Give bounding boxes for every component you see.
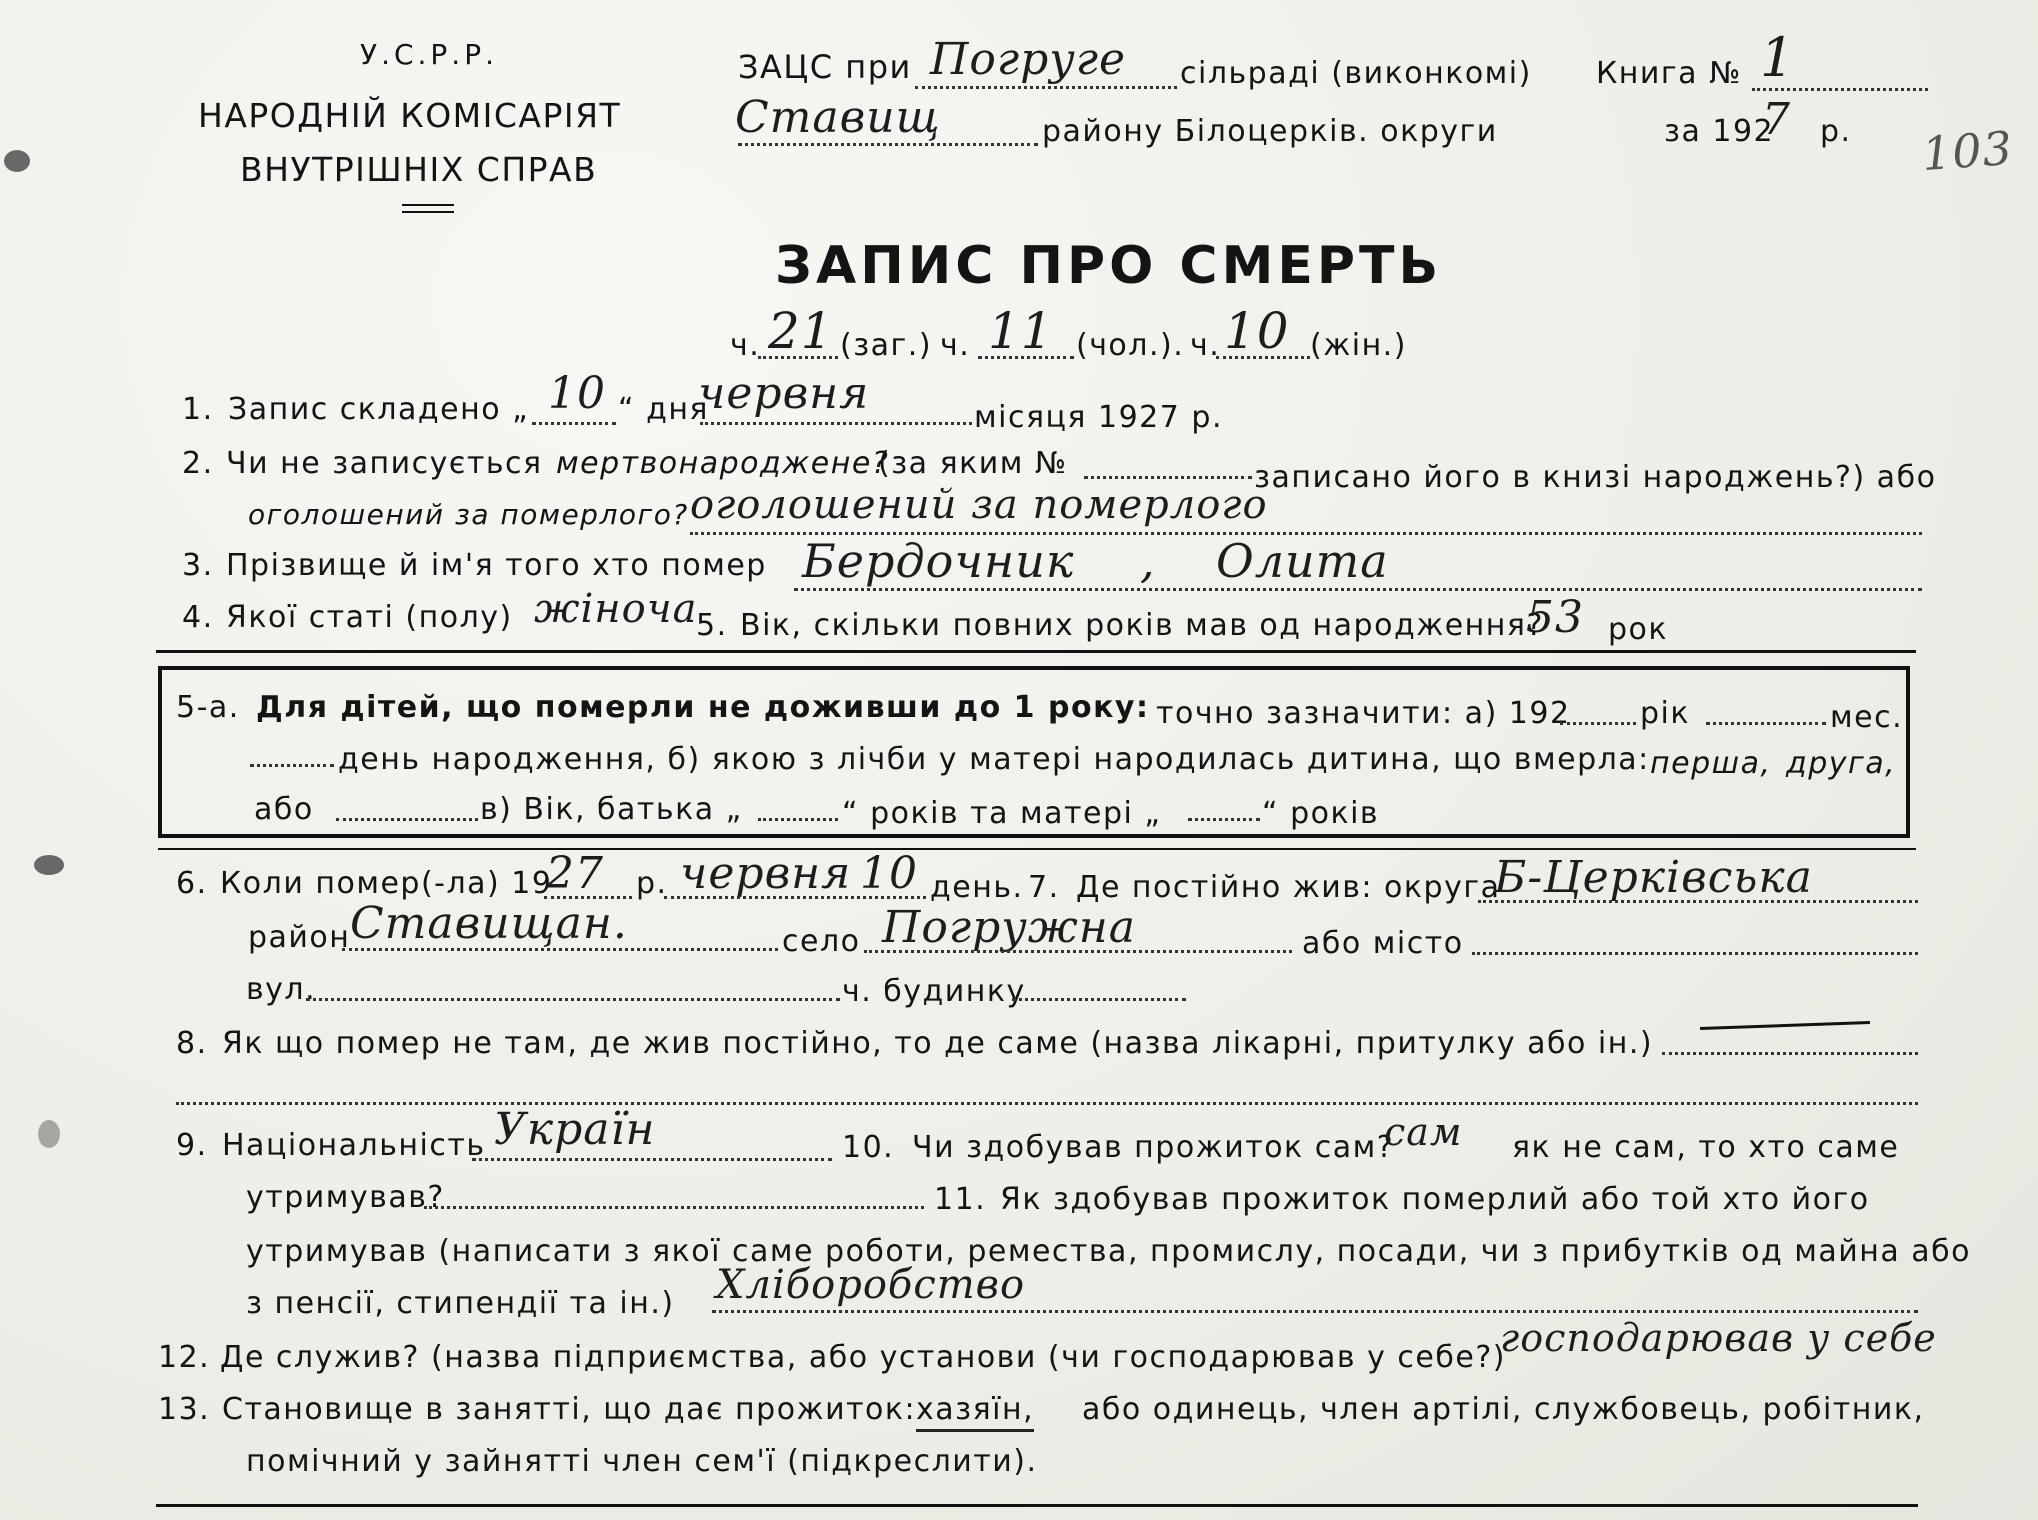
field-5a-num: 5-а. xyxy=(176,690,240,725)
field-5a-rik: рік xyxy=(1640,696,1690,731)
field-2-answer: оголошений за померлого xyxy=(690,482,1268,528)
district-suffix: району Білоцерків. округи xyxy=(1042,114,1498,149)
field-9-answer: Україн xyxy=(494,1104,656,1155)
field-6-year: 27 xyxy=(546,848,604,899)
rule xyxy=(156,650,1916,653)
punch-hole xyxy=(38,1120,60,1148)
field-13-text-b: або одинець, член артілі, службовець, робітник, xyxy=(1082,1392,1925,1427)
field-4-num: 4. xyxy=(182,600,214,635)
dotted-line xyxy=(700,422,972,425)
count-prefix: ч. xyxy=(1190,328,1221,363)
count-prefix: ч. xyxy=(940,328,971,363)
field-7-house-label: ч. будинку xyxy=(842,974,1026,1009)
dotted-line xyxy=(738,143,1038,146)
dotted-line xyxy=(712,1310,1918,1313)
field-7-raion-label: район xyxy=(248,920,351,955)
field-3-name: Олита xyxy=(1216,534,1389,588)
field-7-selo-label: село xyxy=(782,924,861,959)
field-2-text-b: (за яким № xyxy=(878,446,1068,481)
field-3-surname: Бердочник xyxy=(802,534,1075,588)
field-8-num: 8. xyxy=(176,1026,208,1061)
dotted-line xyxy=(424,1206,924,1209)
field-10-num: 10. xyxy=(842,1130,895,1165)
dotted-line xyxy=(1752,88,1928,91)
dotted-line xyxy=(915,86,1177,89)
book-handwritten: 1 xyxy=(1760,26,1796,89)
dotted-line xyxy=(1662,1052,1918,1055)
field-5a-bold: Для дітей, що померли не доживши до 1 року: xyxy=(256,690,1150,725)
field-7-text: Де постійно жив: округа xyxy=(1076,870,1501,905)
republic-label: У.С.Р.Р. xyxy=(360,38,498,71)
punch-hole xyxy=(34,855,64,875)
field-5a-line3c: “ років xyxy=(1262,796,1380,831)
year-label: за 192 xyxy=(1664,114,1775,149)
field-13-owner-underlined: хазяїн, xyxy=(916,1392,1034,1432)
field-1-text-b: “ дня xyxy=(618,392,709,427)
field-10-line2: утримував? xyxy=(246,1180,445,1215)
field-5-answer: 53 xyxy=(1526,592,1584,643)
field-11-line3: з пенсії, стипендії та ін.) xyxy=(246,1286,675,1321)
field-12-answer: господарював у себе xyxy=(1500,1316,1937,1360)
field-4-answer: жіноча xyxy=(534,586,698,632)
page-title: ЗАПИС ПРО СМЕРТЬ xyxy=(775,236,1443,296)
field-7-num: 7. xyxy=(1028,870,1060,905)
dotted-line xyxy=(250,764,334,767)
field-7-raion: Ставищан. xyxy=(350,898,628,949)
field-9-text: Національність xyxy=(222,1128,486,1163)
punch-hole xyxy=(4,150,30,172)
field-2-text: Чи не записується xyxy=(226,446,543,481)
field-5a-line2: день народження, б) якою з лічби у матері народилась дитина, що вмерла: xyxy=(338,742,1650,777)
field-1-num: 1. xyxy=(182,392,214,427)
field-11-answer: Хліборобство xyxy=(716,1262,1026,1308)
field-5-suffix: рок xyxy=(1608,612,1669,647)
field-11-line2: утримував (написати з якої саме роботи, ремества, промислу, посади, чи з прибутків од майна або xyxy=(246,1234,1972,1269)
dotted-line xyxy=(1478,900,1918,903)
year-handwritten: 7 xyxy=(1762,94,1791,145)
header-divider xyxy=(402,211,454,213)
dotted-line xyxy=(306,998,840,1001)
dotted-line xyxy=(176,1102,1918,1105)
dotted-line xyxy=(1012,998,1186,1001)
field-6-day: 10 xyxy=(860,848,918,899)
dotted-line xyxy=(1706,722,1826,725)
zags-handwritten: Погруге xyxy=(930,34,1127,85)
field-1-text: Запис складено „ xyxy=(228,392,530,427)
handwritten-dash xyxy=(1700,1021,1870,1030)
field-8-text: Як що помер не там, де жив постійно, то де саме (назва лікарні, притулку або ін.) xyxy=(222,1026,1654,1061)
field-6-text-b: р. xyxy=(636,866,668,901)
field-2-text-c: записано його в книзі народжень?) або xyxy=(1254,460,1937,495)
dotted-line xyxy=(1216,356,1310,359)
field-10-tail: як не сам, то хто саме xyxy=(1512,1130,1900,1165)
male-count: 11 xyxy=(988,302,1054,360)
field-13-text: Становище в занятті, що дає прожиток: xyxy=(222,1392,917,1427)
bottom-rule xyxy=(156,1504,1918,1507)
field-7-street-label: вул. xyxy=(246,972,317,1007)
field-4-text: Якої статі (полу) xyxy=(226,600,513,635)
field-9-num: 9. xyxy=(176,1128,208,1163)
female-count-label: (жін.) xyxy=(1310,328,1407,363)
district-handwritten: Ставищ xyxy=(735,92,941,143)
field-13-line2: помічний у зайнятті член сем'ї (підкреслити). xyxy=(246,1444,1038,1479)
rule xyxy=(158,848,1916,850)
field-2-stillborn: мертвонароджене? xyxy=(556,446,890,481)
field-3-num: 3. xyxy=(182,548,214,583)
field-6-num: 6. xyxy=(176,866,208,901)
field-5a-abo: або xyxy=(254,792,314,827)
header-divider xyxy=(402,204,454,206)
book-label: Книга № xyxy=(1596,56,1742,91)
field-10-text: Чи здобував прожиток сам? xyxy=(912,1130,1395,1165)
total-count-label: (заг.) xyxy=(840,328,933,363)
year-suffix: р. xyxy=(1820,114,1852,149)
dotted-line xyxy=(532,422,616,425)
male-count-label: (чол.). xyxy=(1076,328,1185,363)
dotted-line xyxy=(758,356,838,359)
margin-number: 103 xyxy=(1920,120,2015,182)
dotted-line xyxy=(1560,722,1636,725)
field-7-okruga: Б-Церківська xyxy=(1494,852,1813,903)
field-11-num: 11. xyxy=(934,1182,987,1217)
total-count: 21 xyxy=(768,302,834,360)
village-council-label: сільраді (виконкомі) xyxy=(1180,56,1532,91)
field-5a-second: друга, xyxy=(1786,746,1897,781)
field-11-text: Як здобував прожиток померлий або той хто його xyxy=(1000,1182,1870,1217)
field-5a-line1: точно зазначити: а) 192 xyxy=(1156,696,1571,731)
dotted-line xyxy=(978,356,1074,359)
dotted-line xyxy=(342,948,778,951)
field-2-num: 2. xyxy=(182,446,214,481)
field-5-num: 5. xyxy=(696,608,728,643)
field-7-city-label: або місто xyxy=(1302,926,1464,961)
field-12-text: Де служив? (назва підприємства, або установи (чи господарював у себе?) xyxy=(220,1340,1506,1375)
field-6-text: Коли помер(-ла) 19 xyxy=(220,866,553,901)
count-prefix: ч. xyxy=(730,328,761,363)
dotted-line xyxy=(472,1158,832,1161)
female-count: 10 xyxy=(1224,302,1290,360)
field-1-month: червня xyxy=(698,368,870,419)
dotted-line xyxy=(664,896,926,899)
field-12-num: 12. xyxy=(158,1340,211,1375)
field-6-text-c: день. xyxy=(930,870,1024,905)
dotted-line xyxy=(336,818,478,821)
field-1-day: 10 xyxy=(548,368,606,419)
field-13-num: 13. xyxy=(158,1392,211,1427)
affairs-label: ВНУТРІШНІХ СПРАВ xyxy=(240,150,598,189)
field-5a-line3b: “ років та матері „ xyxy=(842,796,1162,831)
dotted-line xyxy=(1472,952,1918,955)
field-5a-mes: мес. xyxy=(1830,700,1904,735)
dotted-line xyxy=(1084,476,1252,479)
dotted-line xyxy=(1188,818,1260,821)
dotted-line xyxy=(758,818,838,821)
dotted-line xyxy=(794,588,1922,591)
field-5a-line3a: в) Вік, батька „ xyxy=(480,792,743,827)
field-6-month: червня xyxy=(680,848,852,899)
field-7-selo: Погружна xyxy=(882,902,1137,953)
zags-prefix: ЗАЦС при xyxy=(738,48,912,86)
field-5-text: Вік, скільки повних років мав од народження? xyxy=(740,608,1544,643)
field-2-declared: оголошений за померлого? xyxy=(248,498,689,531)
field-10-answer: сам xyxy=(1384,1110,1463,1154)
field-1-text-c: місяця 1927 р. xyxy=(974,400,1223,435)
dotted-line xyxy=(864,950,1292,953)
commissariat-label: НАРОДНІЙ КОМІСАРІЯТ xyxy=(198,96,622,135)
field-3-text: Прізвище й ім'я того хто помер xyxy=(226,548,767,583)
field-5a-first: перша, xyxy=(1650,746,1772,781)
field-3-comma: , xyxy=(1140,534,1156,588)
